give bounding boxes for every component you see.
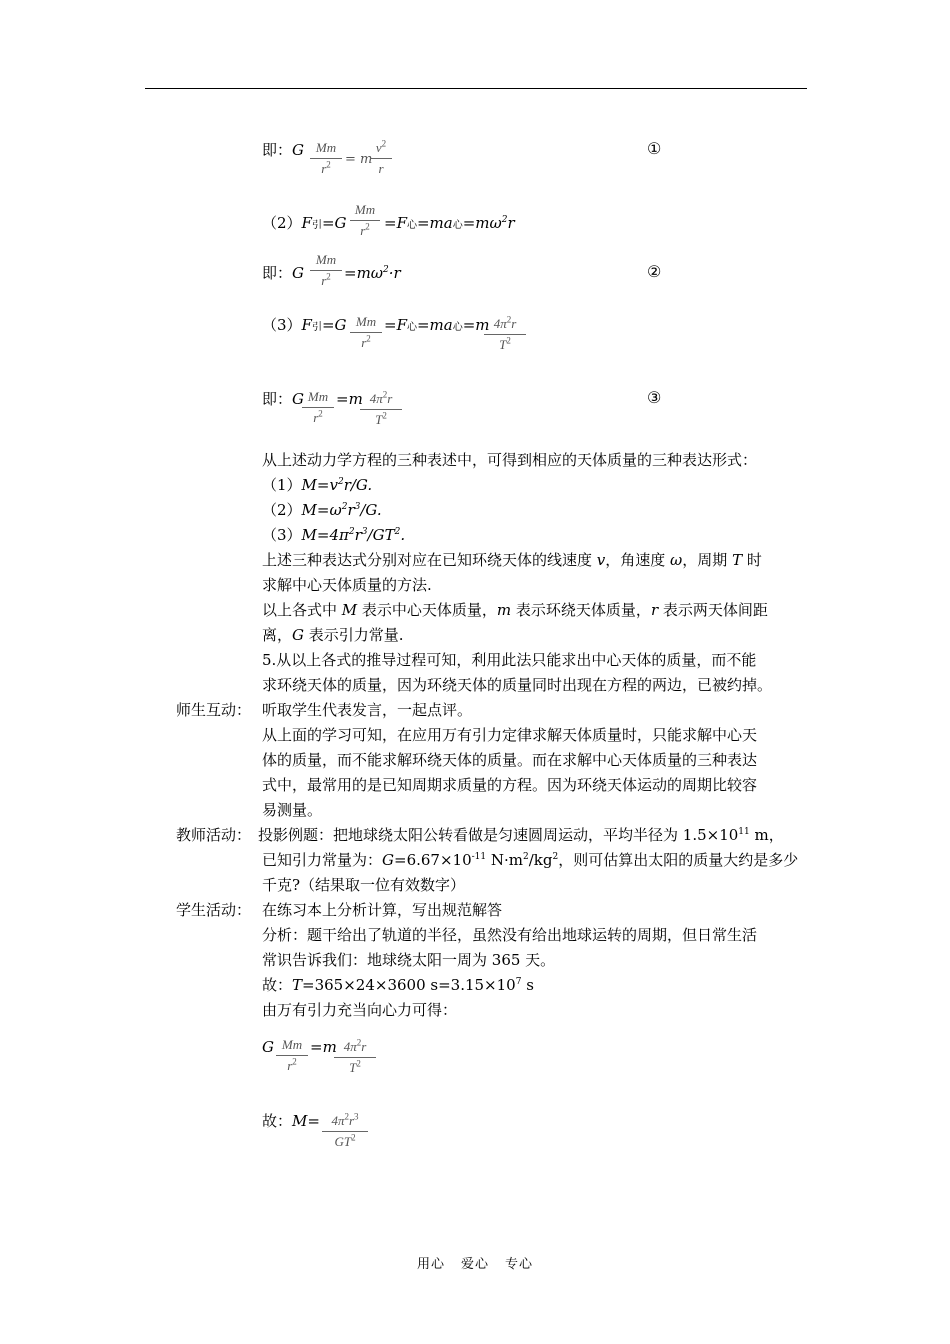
- paragraph-three-forms: 从上述动力学方程的三种表述中，可得到相应的天体质量的三种表达形式：: [262, 451, 758, 469]
- paragraph-example-end: 千克?（结果取一位有效数字）: [262, 876, 466, 894]
- paragraph-correspondence: 上述三种表达式分别对应在已知环绕天体的线速度 v，角速度 ω，周期 T 时: [262, 551, 762, 569]
- equation-marker-1: ①: [647, 139, 662, 158]
- eq3-left: （3）F引=G: [262, 316, 347, 334]
- paragraph-example: 投影例题：把地球绕太阳公转看做是匀速圆周运动，平均半径为 $1.5\times 10^{11}$ m，: [258, 826, 784, 844]
- paragraph-student-task: 在练习本上分析计算，写出规范解答: [262, 901, 503, 919]
- eq2-fraction-mm: Mm $r^2$: [350, 202, 380, 239]
- footer-motto: 用心 爱心 专心: [416, 1257, 534, 1272]
- eq2b-fraction-mm: Mm $r^2$: [310, 252, 342, 289]
- heading-teacher-activity: 教师活动：: [176, 826, 252, 844]
- eq3b-equals-m: =m: [336, 390, 363, 408]
- eq1-fraction-v2: $v^2$ r: [370, 140, 392, 177]
- formula-1: $(1)M=v^2r/G$.: [262, 476, 373, 494]
- paragraph-period: 故：T=365×24×3600 $s=3.15\times 10^7$ s: [262, 976, 534, 994]
- header-rule: [145, 88, 807, 89]
- eq5-fraction-mass: $4\pi^2r^3$ $GT^2$: [322, 1113, 368, 1150]
- paragraph-analysis-cont: 常识告诉我们：地球绕太阳一周为 365 天。: [262, 951, 556, 969]
- eq3b-prefix: 即：G: [262, 390, 304, 408]
- eq5-left: 故：M=: [262, 1112, 320, 1130]
- equation-marker-2: ②: [647, 262, 662, 281]
- eq2-left: （2）F引=G: [262, 214, 347, 232]
- eq4-fraction-mm: Mm $r^2$: [276, 1037, 308, 1074]
- formula-2: $(2)M=\omega^2r^3/G$.: [262, 501, 382, 519]
- paragraph-summary-4: 易测量。: [262, 801, 323, 819]
- paragraph-example-cont: 已知引力常量为：$G=6.67\times 10^{-11}$ $N\cdot m^2/kg^2$，则可估算出太阳的质量大约是多少: [262, 851, 799, 869]
- heading-teacher-student: 师生互动：: [176, 701, 252, 719]
- heading-student-activity: 学生活动：: [176, 901, 252, 919]
- equation-marker-3: ③: [647, 388, 662, 407]
- paragraph-summary-2: 体的质量，而不能求解环绕天体的质量。而在求解中心天体质量的三种表达: [262, 751, 758, 769]
- eq1-prefix: 即：G: [262, 141, 304, 159]
- eq2-right: =F心=ma心$=m\omega^2r$: [384, 214, 515, 232]
- eq4-g: G: [262, 1038, 274, 1056]
- eq3b-fraction-mm: Mm $r^2$: [302, 389, 334, 426]
- paragraph-symbols-cont: 离，G 表示引力常量.: [262, 626, 404, 644]
- paragraph-interaction: 听取学生代表发言，一起点评。: [262, 701, 473, 719]
- eq3-right: =F心=ma心=m: [384, 316, 490, 334]
- eq3b-fraction-4pi2r: $4\pi^2r$ $T^2$: [360, 391, 402, 428]
- eq4-equals-m: =m: [310, 1038, 337, 1056]
- paragraph-analysis: 分析：题干给出了轨道的半径，虽然没有给出地球运转的周期，但日常生活: [262, 926, 758, 944]
- paragraph-point-5-cont: 求环绕天体的质量，因为环绕天体的质量同时出现在方程的两边，已被约掉。: [262, 676, 773, 694]
- paragraph-correspondence-cont: 求解中心天体质量的方法.: [262, 576, 432, 594]
- eq2b-prefix: 即：G: [262, 264, 304, 282]
- eq2b-right: $=m\omega^2\cdot r$: [344, 264, 401, 282]
- paragraph-summary-1: 从上面的学习可知，在应用万有引力定律求解天体质量时，只能求解中心天: [262, 726, 758, 744]
- eq1-equals: = m: [345, 152, 373, 167]
- eq3-fraction-4pi2r: $4\pi^2r$ $T^2$: [484, 316, 526, 353]
- formula-3: $(3)M=4\pi^2r^3/GT^2$.: [262, 526, 406, 544]
- paragraph-symbols: 以上各式中 M 表示中心天体质量，m 表示环绕天体质量，r 表示两天体间距: [262, 601, 768, 619]
- eq1-fraction-mm: Mm $r^2$: [310, 140, 342, 177]
- eq3-fraction-mm: Mm $r^2$: [350, 314, 382, 351]
- paragraph-summary-3: 式中，最常用的是已知周期求质量的方程。因为环绕天体运动的周期比较容: [262, 776, 758, 794]
- paragraph-point-5: 5.从以上各式的推导过程可知，利用此法只能求出中心天体的质量，而不能: [262, 651, 757, 669]
- eq4-fraction-4pi2r: $4\pi^2r$ $T^2$: [334, 1039, 376, 1076]
- paragraph-gravity: 由万有引力充当向心力可得：: [262, 1001, 458, 1019]
